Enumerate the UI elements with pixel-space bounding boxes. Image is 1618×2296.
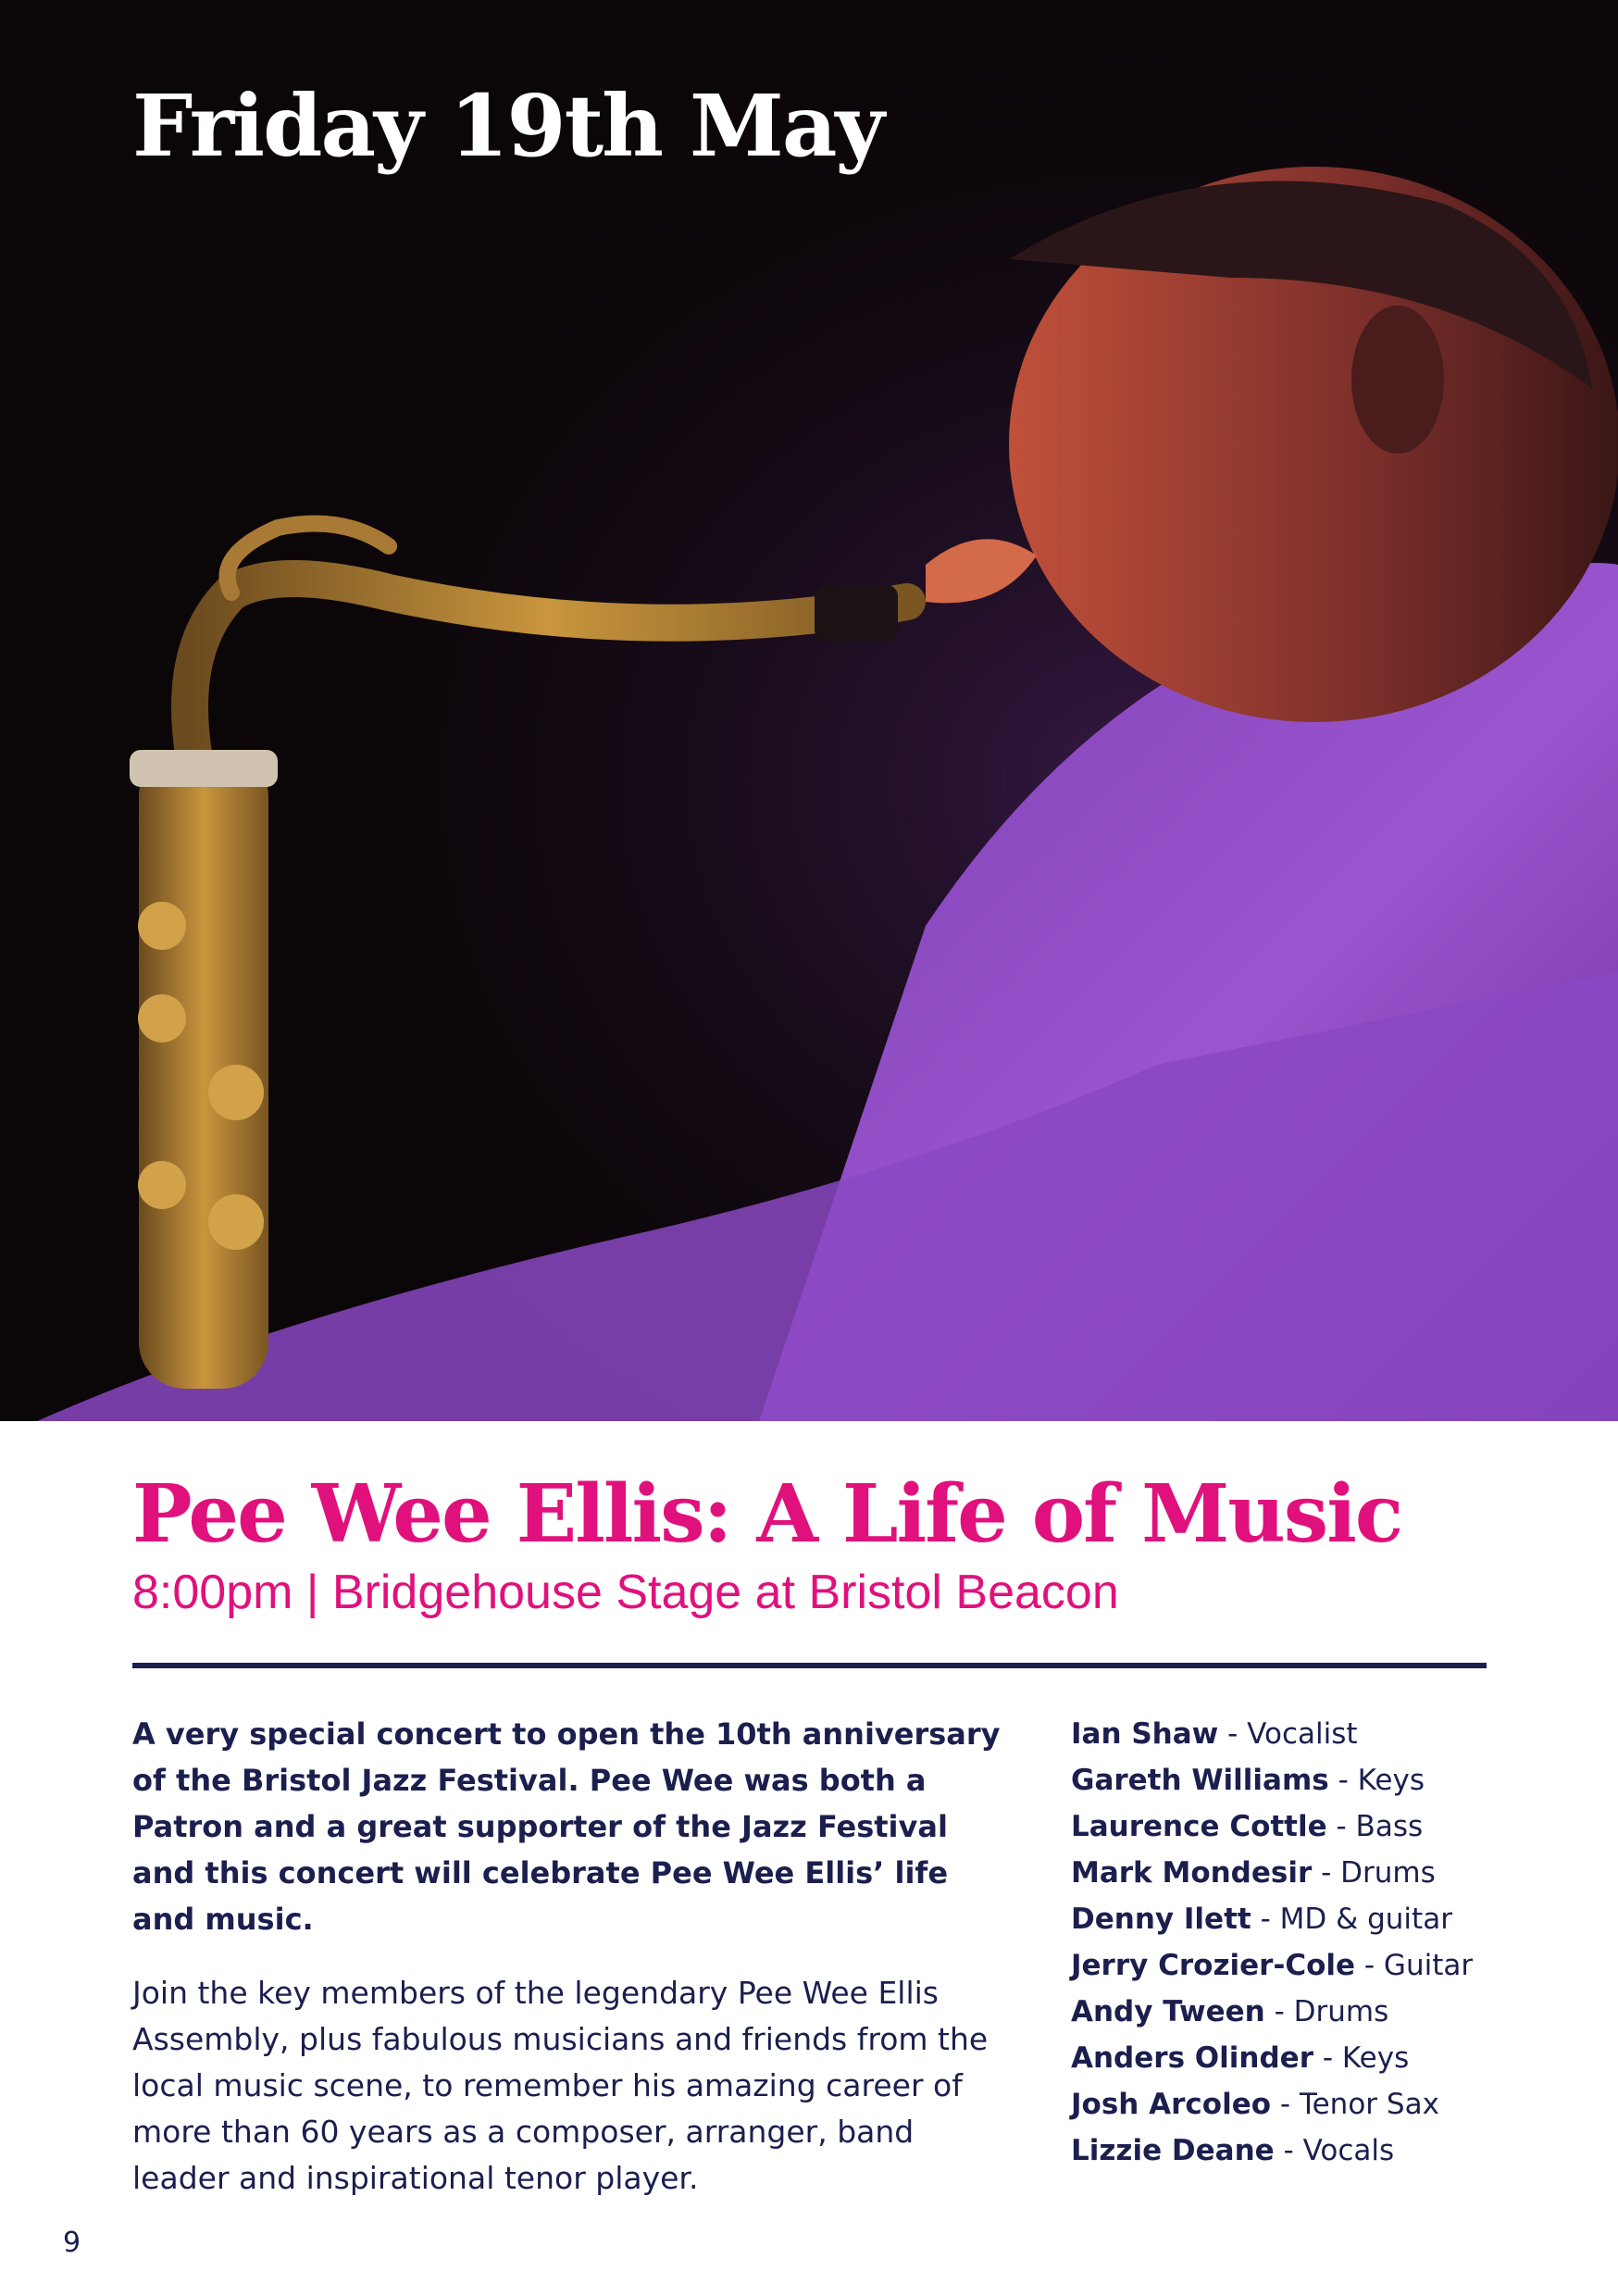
musician-role: - Vocals [1274,2134,1395,2167]
musician-role: - Drums [1264,1995,1389,2028]
musician-role: - Bass [1326,1810,1424,1843]
musician-name: Jerry Crozier-Cole [1071,1949,1356,1982]
list-item [1071,1803,1589,1850]
lineup-list [1071,1711,1589,2174]
body-paragraph: Join the key members of the legendary Pee Wee Ellis Assembly, plus fabulous musicians and friends from the local music scene, to remember his amazing career of more than 60 years as a composer, arranger, band leader and inspirational tenor player. [132,1975,989,2196]
event-venue: Bridgehouse Stage at Bristol Beacon [331,1566,1119,1619]
list-item [1071,2128,1589,2174]
list-item [1071,1896,1589,1942]
list-item [1071,1989,1589,2035]
divider [132,1663,1487,1668]
list-item [1071,1711,1589,1757]
musician-name: Laurence Cottle [1071,1810,1327,1843]
musician-name: Gareth Williams [1071,1764,1329,1797]
musician-role: - MD & guitar [1251,1903,1452,1936]
musician-name: Andy Tween [1071,1995,1265,2028]
musician-name: Denny Ilett [1071,1903,1251,1936]
separator: | [305,1566,319,1619]
list-item [1071,2035,1589,2081]
event-time: 8:00pm [132,1566,293,1619]
musician-role: - Keys [1328,1764,1425,1797]
musician-role: - Vocalist [1218,1717,1358,1751]
musician-role: - Drums [1312,1856,1436,1890]
musician-name: Lizzie Deane [1071,2134,1275,2167]
page-number: 9 [63,2227,81,2259]
musician-name: Ian Shaw [1071,1717,1219,1751]
musician-role: - Tenor Sax [1271,2088,1439,2121]
musician-name: Anders Olinder [1071,2041,1313,2075]
musician-name: Josh Arcoleo [1071,2088,1272,2121]
musician-role: - Guitar [1355,1949,1474,1982]
intro-paragraph: A very special concert to open the 10th anniversary of the Bristol Jazz Festival. Pee Wee was both a Patron and a great supporter of the Jazz Festival and this concert will celebrate Pee Wee Ellis’ life and music. [132,1716,1001,1937]
list-item [1071,1942,1589,1989]
list-item [1071,1850,1589,1896]
list-item [1071,1757,1589,1803]
list-item [1071,2081,1589,2128]
musician-role: - Keys [1313,2041,1410,2075]
event-time-venue [132,1565,1119,1620]
event-date: Friday 19th May [132,76,883,176]
musician-name: Mark Mondesir [1071,1856,1313,1890]
event-title: Pee Wee Ellis: A Life of Music [132,1467,1402,1561]
